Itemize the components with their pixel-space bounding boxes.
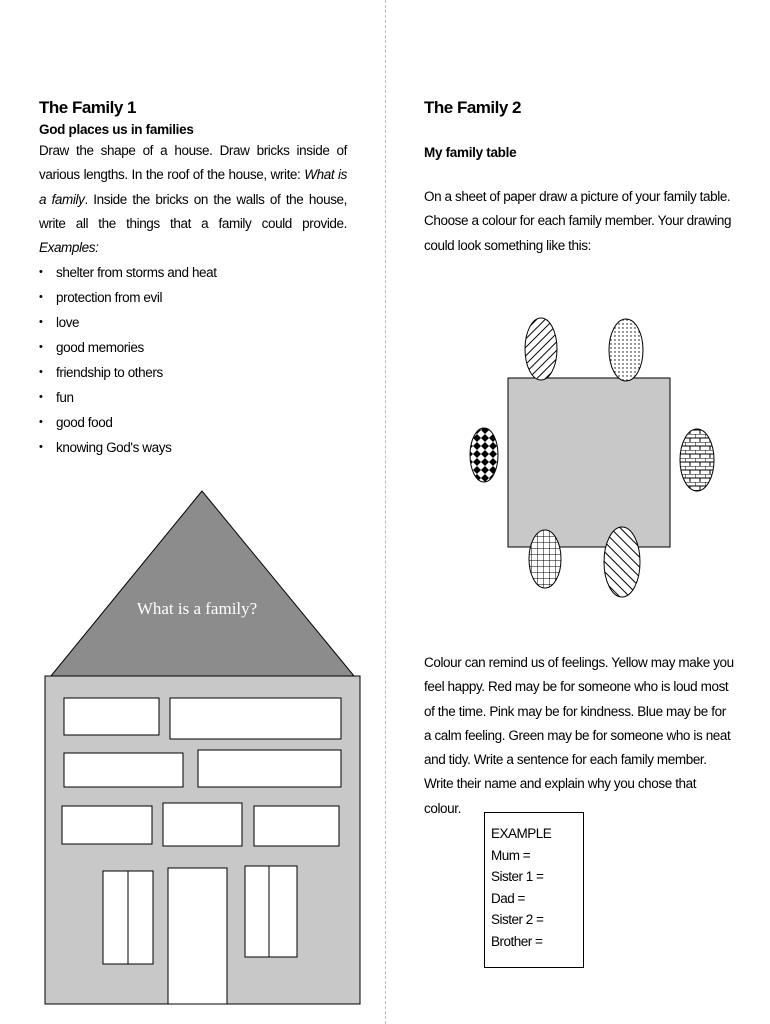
brick	[170, 698, 341, 739]
example-line: Sister 1 =	[491, 869, 544, 884]
family-member-seat	[525, 318, 557, 380]
right-window	[245, 866, 297, 957]
family-2-title: The Family 2	[424, 98, 521, 117]
house-roof	[46, 491, 359, 682]
family-1-section	[39, 98, 347, 460]
family-member-seat	[680, 429, 714, 491]
list-item: • good memories	[39, 335, 347, 360]
fold-divider	[385, 0, 386, 1024]
list-item: • love	[39, 310, 347, 335]
family-table-instructions: On a sheet of paper draw a picture of your family table. Choose a colour for each family member. Your drawing could look something like this:	[424, 189, 732, 253]
example-line: Sister 2 =	[491, 912, 544, 927]
door	[168, 868, 227, 1004]
example-line: Dad =	[491, 890, 525, 906]
family-2-subtitle: My family table	[424, 145, 517, 160]
family-1-title: The Family 1	[39, 98, 136, 117]
family-member-seat	[604, 527, 640, 597]
house-drawing	[44, 490, 361, 1010]
brick	[64, 698, 159, 735]
brick	[254, 806, 339, 846]
example-line: Brother =	[491, 933, 543, 949]
family-provides-list	[39, 260, 347, 460]
brick	[163, 803, 242, 846]
brick	[64, 753, 183, 787]
list-item: • protection from evil	[39, 285, 347, 310]
colour-feelings-text: Colour can remind us of feelings. Yellow may make you feel happy. Red may be for someone who is loud most of the time. Pink may be for kindness. Blue may be for a calm feeling. Green may be for someone who is neat and tidy. Write a sentence for each family member. Write their name and explain why you chose that colour.	[424, 655, 734, 816]
family-1-subtitle: God places us in families	[39, 122, 194, 137]
example-box	[484, 812, 584, 968]
family-table	[508, 378, 670, 547]
family-2-section	[424, 98, 734, 816]
brick	[62, 806, 152, 844]
example-heading: EXAMPLE	[491, 826, 552, 841]
roof-question-italic: What is a family	[39, 167, 347, 207]
family-1-instructions: Draw the shape of a house. Draw bricks inside of various lengths. In the roof of the house, write: What is a family. Inside the bricks on the walls of the house, write all the things that a family could provide. Examples:	[39, 143, 348, 256]
list-item: • fun	[39, 385, 347, 410]
family-member-seat	[470, 428, 498, 482]
list-item: • knowing God's ways	[39, 435, 347, 460]
family-table-drawing	[465, 314, 718, 602]
family-member-seat	[609, 319, 643, 381]
list-item: • friendship to others	[39, 360, 347, 385]
family-member-seat	[529, 530, 561, 588]
list-item: • shelter from storms and heat	[39, 260, 347, 285]
examples-italic: Examples:	[39, 240, 99, 256]
list-item: • good food	[39, 410, 347, 435]
example-line: Mum =	[491, 847, 531, 863]
roof-label: What is a family?	[136, 599, 258, 618]
brick	[198, 750, 341, 787]
